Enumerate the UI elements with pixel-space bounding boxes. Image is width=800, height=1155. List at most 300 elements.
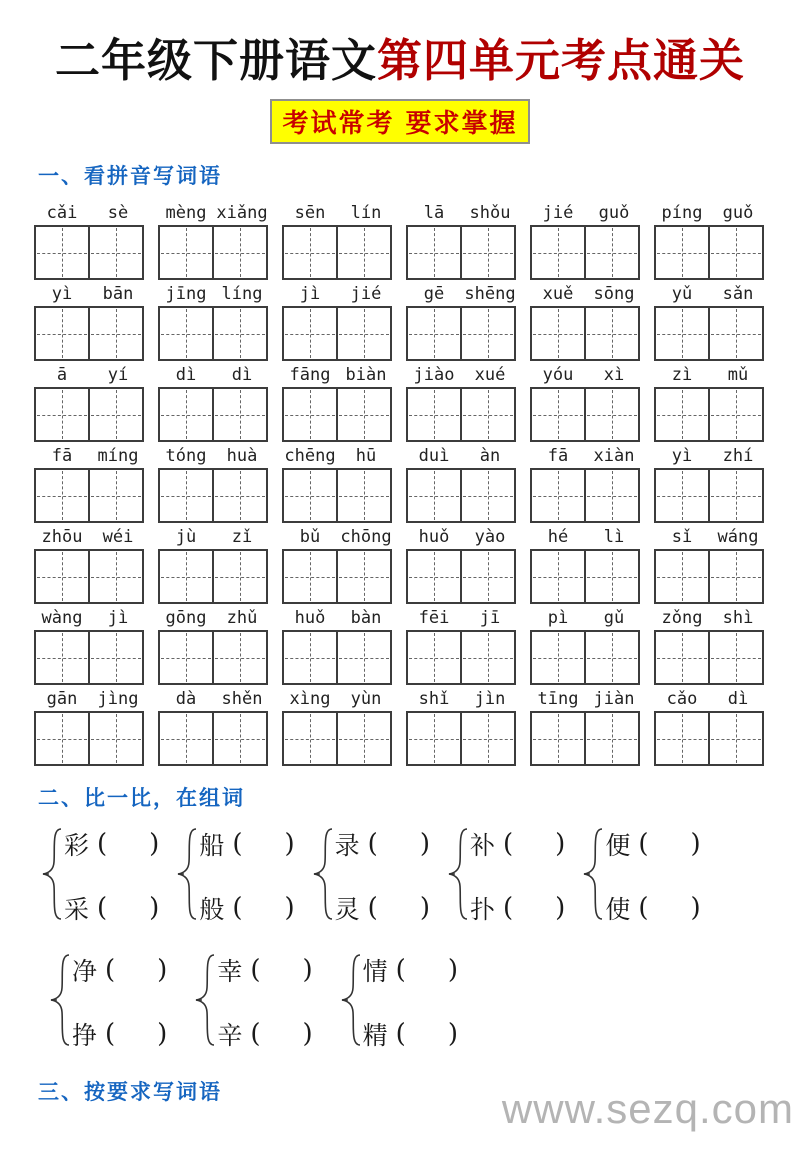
- pinyin-syllable: duì: [418, 446, 450, 466]
- pinyin-syllable: hū: [355, 446, 377, 466]
- paren-close: ): [284, 829, 295, 859]
- pinyin-syllable: chōng: [340, 527, 392, 547]
- pinyin-syllable: dì: [175, 365, 197, 385]
- pinyin-label: [530, 688, 642, 711]
- writing-box: [34, 711, 144, 766]
- pinyin-syllable: jì: [299, 284, 321, 304]
- pinyin-syllable: pì: [547, 608, 569, 628]
- writing-cell: [212, 551, 266, 602]
- writing-cell: [584, 632, 638, 683]
- writing-cell: [408, 308, 460, 359]
- pinyin-word: [282, 283, 394, 361]
- compare-character: 情: [362, 957, 388, 986]
- writing-cell: [36, 470, 88, 521]
- writing-cell: [336, 227, 390, 278]
- paren-close: ): [149, 893, 160, 923]
- pinyin-syllable: biàn: [345, 365, 387, 385]
- compare-lines: [335, 826, 430, 926]
- writing-box: [406, 549, 516, 604]
- writing-cell: [336, 551, 390, 602]
- writing-cell: [532, 551, 584, 602]
- writing-box: [282, 225, 392, 280]
- pinyin-syllable: píng: [661, 203, 703, 223]
- section-two-heading: 二、比一比，在组词: [38, 786, 245, 810]
- paren-open: (: [232, 893, 243, 923]
- pinyin-word: [34, 283, 146, 361]
- writing-cell: [212, 227, 266, 278]
- compare-line: [605, 826, 700, 862]
- pinyin-syllable: tīng: [537, 689, 579, 709]
- compare-line: [64, 890, 159, 926]
- pinyin-word: [34, 526, 146, 604]
- compare-line: [217, 1016, 312, 1052]
- pinyin-word: [530, 202, 642, 280]
- writing-box: [406, 225, 516, 280]
- pinyin-row: [34, 526, 766, 604]
- pinyin-word: [654, 445, 766, 523]
- pinyin-syllable: sēn: [294, 203, 326, 223]
- pinyin-word: [406, 526, 518, 604]
- writing-box: [34, 306, 144, 361]
- writing-cell: [336, 308, 390, 359]
- pinyin-syllable: shì: [722, 608, 754, 628]
- writing-box: [282, 549, 392, 604]
- writing-cell: [656, 308, 708, 359]
- writing-cell: [160, 551, 212, 602]
- writing-cell: [708, 389, 762, 440]
- writing-box: [34, 387, 144, 442]
- pinyin-row: [34, 202, 766, 280]
- writing-box: [34, 225, 144, 280]
- pinyin-word: [654, 364, 766, 442]
- pinyin-word: [158, 688, 270, 766]
- pinyin-label: [654, 607, 766, 630]
- writing-cell: [160, 308, 212, 359]
- pinyin-label: [158, 364, 270, 387]
- pinyin-label: [654, 202, 766, 225]
- writing-box: [654, 387, 764, 442]
- pinyin-word: [406, 202, 518, 280]
- writing-box: [34, 549, 144, 604]
- pinyin-syllable: jīng: [165, 284, 207, 304]
- pinyin-label: [406, 202, 518, 225]
- paren-open: (: [232, 829, 243, 859]
- writing-cell: [284, 632, 336, 683]
- writing-cell: [284, 389, 336, 440]
- paren-close: ): [555, 829, 566, 859]
- pinyin-label: [654, 688, 766, 711]
- pinyin-syllable: sǎn: [722, 284, 754, 304]
- pinyin-label: [530, 607, 642, 630]
- pinyin-syllable: zì: [671, 365, 693, 385]
- pinyin-row: [34, 445, 766, 523]
- pinyin-syllable: fā: [51, 446, 73, 466]
- writing-cell: [532, 308, 584, 359]
- compare-character: 采: [64, 895, 90, 924]
- pinyin-row: [34, 283, 766, 361]
- paren-close: ): [419, 893, 430, 923]
- paren-open: (: [395, 955, 406, 985]
- compare-character: 挣: [72, 1021, 98, 1050]
- writing-cell: [460, 632, 514, 683]
- compare-character: 录: [334, 831, 360, 860]
- pinyin-syllable: zhōu: [41, 527, 83, 547]
- writing-cell: [656, 632, 708, 683]
- pinyin-label: [406, 283, 518, 306]
- pinyin-syllable: wéi: [102, 527, 134, 547]
- writing-box: [530, 711, 640, 766]
- writing-cell: [460, 308, 514, 359]
- compare-character: 净: [72, 957, 98, 986]
- writing-box: [530, 468, 640, 523]
- writing-cell: [708, 470, 762, 521]
- compare-line: [363, 952, 458, 988]
- pinyin-syllable: xìng: [289, 689, 331, 709]
- paren-open: (: [105, 1019, 116, 1049]
- pinyin-syllable: shēng: [464, 284, 516, 304]
- pinyin-syllable: jié: [350, 284, 382, 304]
- pinyin-syllable: shěn: [221, 689, 263, 709]
- writing-cell: [160, 470, 212, 521]
- compare-group: [50, 952, 167, 1052]
- writing-cell: [36, 551, 88, 602]
- paren-close: ): [555, 893, 566, 923]
- pinyin-label: [158, 202, 270, 225]
- compare-character: 船: [199, 831, 225, 860]
- pinyin-word: [158, 526, 270, 604]
- writing-cell: [584, 227, 638, 278]
- compare-group: [42, 826, 159, 926]
- writing-cell: [708, 632, 762, 683]
- compare-character: 彩: [64, 831, 90, 860]
- compare-lines: [217, 952, 312, 1052]
- pinyin-row: [34, 607, 766, 685]
- pinyin-syllable: tóng: [165, 446, 207, 466]
- pinyin-row: [34, 688, 766, 766]
- pinyin-syllable: fā: [547, 446, 569, 466]
- pinyin-label: [282, 688, 394, 711]
- compare-character: 精: [362, 1021, 388, 1050]
- pinyin-syllable: xiàn: [593, 446, 635, 466]
- writing-box: [158, 306, 268, 361]
- writing-cell: [88, 713, 142, 764]
- pinyin-word: [282, 607, 394, 685]
- writing-cell: [336, 713, 390, 764]
- pinyin-word: [34, 607, 146, 685]
- writing-cell: [284, 308, 336, 359]
- pinyin-label: [406, 445, 518, 468]
- writing-cell: [460, 713, 514, 764]
- writing-cell: [284, 551, 336, 602]
- pinyin-syllable: xuě: [542, 284, 574, 304]
- brace-icon: [448, 826, 468, 926]
- pinyin-syllable: zhǔ: [226, 608, 258, 628]
- writing-box: [34, 630, 144, 685]
- pinyin-syllable: míng: [97, 446, 139, 466]
- pinyin-syllable: jì: [107, 608, 129, 628]
- compare-group: [177, 826, 294, 926]
- compare-character: 幸: [217, 957, 243, 986]
- paren-close: ): [690, 893, 701, 923]
- writing-box: [654, 306, 764, 361]
- writing-cell: [88, 308, 142, 359]
- pinyin-label: [282, 607, 394, 630]
- pinyin-label: [406, 364, 518, 387]
- pinyin-word: [406, 688, 518, 766]
- writing-cell: [36, 227, 88, 278]
- compare-line: [470, 826, 565, 862]
- writing-cell: [656, 470, 708, 521]
- pinyin-word: [282, 445, 394, 523]
- pinyin-label: [530, 364, 642, 387]
- compare-character: 般: [199, 895, 225, 924]
- writing-box: [654, 630, 764, 685]
- pinyin-label: [34, 607, 146, 630]
- writing-cell: [212, 308, 266, 359]
- brace-icon: [177, 826, 197, 926]
- pinyin-syllable: jìn: [474, 689, 506, 709]
- pinyin-syllable: cǎi: [46, 203, 78, 223]
- compare-lines: [64, 826, 159, 926]
- pinyin-word: [406, 364, 518, 442]
- writing-box: [406, 630, 516, 685]
- pinyin-syllable: zǒng: [661, 608, 703, 628]
- pinyin-syllable: yào: [474, 527, 506, 547]
- writing-box: [406, 711, 516, 766]
- compare-lines: [470, 826, 565, 926]
- pinyin-word: [158, 283, 270, 361]
- pinyin-syllable: bān: [102, 284, 134, 304]
- pinyin-row: [34, 364, 766, 442]
- writing-box: [406, 387, 516, 442]
- pinyin-syllable: hé: [547, 527, 569, 547]
- pinyin-word: [34, 688, 146, 766]
- paren-close: ): [419, 829, 430, 859]
- writing-cell: [36, 308, 88, 359]
- compare-character: 辛: [217, 1021, 243, 1050]
- paren-open: (: [503, 829, 514, 859]
- writing-cell: [532, 389, 584, 440]
- compare-character: 使: [605, 895, 631, 924]
- writing-cell: [36, 713, 88, 764]
- pinyin-syllable: lín: [350, 203, 382, 223]
- writing-cell: [408, 389, 460, 440]
- compare-section: [0, 826, 800, 1052]
- pinyin-word: [158, 445, 270, 523]
- writing-cell: [284, 713, 336, 764]
- compare-line: [363, 1016, 458, 1052]
- pinyin-word: [530, 283, 642, 361]
- compare-line: [72, 952, 167, 988]
- paren-close: ): [157, 955, 168, 985]
- pinyin-syllable: wàng: [41, 608, 83, 628]
- writing-cell: [212, 389, 266, 440]
- compare-group: [448, 826, 565, 926]
- pinyin-word: [530, 607, 642, 685]
- writing-cell: [708, 227, 762, 278]
- pinyin-syllable: yóu: [542, 365, 574, 385]
- writing-cell: [708, 551, 762, 602]
- writing-box: [530, 630, 640, 685]
- writing-cell: [708, 713, 762, 764]
- writing-cell: [88, 470, 142, 521]
- writing-cell: [408, 551, 460, 602]
- pinyin-label: [282, 283, 394, 306]
- writing-cell: [408, 227, 460, 278]
- writing-box: [282, 306, 392, 361]
- writing-cell: [160, 713, 212, 764]
- pinyin-label: [282, 202, 394, 225]
- writing-box: [282, 387, 392, 442]
- writing-cell: [532, 713, 584, 764]
- writing-cell: [532, 632, 584, 683]
- pinyin-syllable: zǐ: [231, 527, 253, 547]
- writing-box: [654, 549, 764, 604]
- paren-close: ): [284, 893, 295, 923]
- writing-box: [158, 468, 268, 523]
- pinyin-label: [158, 607, 270, 630]
- writing-box: [530, 225, 640, 280]
- compare-character: 便: [605, 831, 631, 860]
- paren-open: (: [97, 829, 108, 859]
- writing-cell: [460, 470, 514, 521]
- pinyin-syllable: yí: [107, 365, 129, 385]
- pinyin-label: [530, 526, 642, 549]
- paren-open: (: [638, 893, 649, 923]
- compare-line: [199, 890, 294, 926]
- pinyin-syllable: ā: [56, 365, 68, 385]
- paren-open: (: [367, 829, 378, 859]
- paren-open: (: [105, 955, 116, 985]
- writing-cell: [460, 389, 514, 440]
- writing-box: [282, 630, 392, 685]
- writing-box: [530, 549, 640, 604]
- pinyin-label: [158, 283, 270, 306]
- badge-wrap: [0, 99, 800, 144]
- pinyin-word: [654, 688, 766, 766]
- brace-icon: [42, 826, 62, 926]
- pinyin-syllable: dì: [231, 365, 253, 385]
- writing-cell: [532, 227, 584, 278]
- compare-line: [335, 826, 430, 862]
- pinyin-label: [654, 445, 766, 468]
- pinyin-syllable: bǔ: [299, 527, 321, 547]
- pinyin-word: [282, 526, 394, 604]
- compare-lines: [605, 826, 700, 926]
- pinyin-label: [654, 526, 766, 549]
- pinyin-syllable: fēi: [418, 608, 450, 628]
- pinyin-syllable: chēng: [284, 446, 336, 466]
- pinyin-word: [654, 526, 766, 604]
- brace-icon: [341, 952, 361, 1052]
- writing-cell: [336, 632, 390, 683]
- pinyin-syllable: xì: [603, 365, 625, 385]
- pinyin-word: [406, 445, 518, 523]
- writing-cell: [36, 389, 88, 440]
- pinyin-syllable: jī: [479, 608, 501, 628]
- compare-group: [195, 952, 312, 1052]
- pinyin-label: [34, 364, 146, 387]
- pinyin-label: [282, 364, 394, 387]
- pinyin-syllable: yì: [671, 446, 693, 466]
- writing-box: [282, 468, 392, 523]
- pinyin-syllable: wáng: [717, 527, 759, 547]
- pinyin-syllable: guǒ: [598, 203, 630, 223]
- writing-box: [530, 306, 640, 361]
- pinyin-label: [158, 688, 270, 711]
- writing-cell: [656, 551, 708, 602]
- pinyin-label: [530, 202, 642, 225]
- writing-cell: [284, 227, 336, 278]
- compare-line: [64, 826, 159, 862]
- writing-box: [406, 306, 516, 361]
- pinyin-label: [406, 688, 518, 711]
- pinyin-syllable: dì: [727, 689, 749, 709]
- paren-close: ): [690, 829, 701, 859]
- pinyin-syllable: gǔ: [603, 608, 625, 628]
- pinyin-syllable: sè: [107, 203, 129, 223]
- pinyin-syllable: jiàn: [593, 689, 635, 709]
- writing-cell: [212, 713, 266, 764]
- writing-box: [158, 225, 268, 280]
- compare-line: [605, 890, 700, 926]
- compare-lines: [72, 952, 167, 1052]
- pinyin-label: [34, 202, 146, 225]
- paren-open: (: [503, 893, 514, 923]
- pinyin-syllable: sǐ: [671, 527, 693, 547]
- pinyin-label: [530, 283, 642, 306]
- pinyin-syllable: gē: [423, 284, 445, 304]
- writing-cell: [88, 389, 142, 440]
- writing-box: [158, 711, 268, 766]
- page-title: [0, 24, 800, 89]
- writing-cell: [656, 227, 708, 278]
- pinyin-word: [530, 364, 642, 442]
- compare-lines: [199, 826, 294, 926]
- paren-open: (: [97, 893, 108, 923]
- compare-line: [217, 952, 312, 988]
- compare-lines: [363, 952, 458, 1052]
- watermark: www.sezq.com: [501, 1085, 794, 1132]
- pinyin-word: [406, 607, 518, 685]
- paren-close: ): [302, 1019, 313, 1049]
- writing-cell: [212, 470, 266, 521]
- writing-box: [530, 387, 640, 442]
- pinyin-label: [530, 445, 642, 468]
- writing-cell: [408, 713, 460, 764]
- pinyin-syllable: àn: [479, 446, 501, 466]
- pinyin-syllable: gōng: [165, 608, 207, 628]
- writing-cell: [336, 389, 390, 440]
- pinyin-word: [530, 688, 642, 766]
- paren-open: (: [250, 1019, 261, 1049]
- paren-open: (: [395, 1019, 406, 1049]
- writing-box: [158, 387, 268, 442]
- pinyin-word: [654, 283, 766, 361]
- writing-cell: [88, 632, 142, 683]
- pinyin-syllable: líng: [221, 284, 263, 304]
- pinyin-word: [530, 526, 642, 604]
- pinyin-syllable: huǒ: [418, 527, 450, 547]
- pinyin-label: [406, 607, 518, 630]
- writing-cell: [708, 308, 762, 359]
- page-title-red: 第四单元考点通关: [377, 34, 746, 87]
- pinyin-word: [654, 607, 766, 685]
- pinyin-word: [282, 364, 394, 442]
- pinyin-syllable: yǔ: [671, 284, 693, 304]
- pinyin-syllable: huǒ: [294, 608, 326, 628]
- writing-cell: [336, 470, 390, 521]
